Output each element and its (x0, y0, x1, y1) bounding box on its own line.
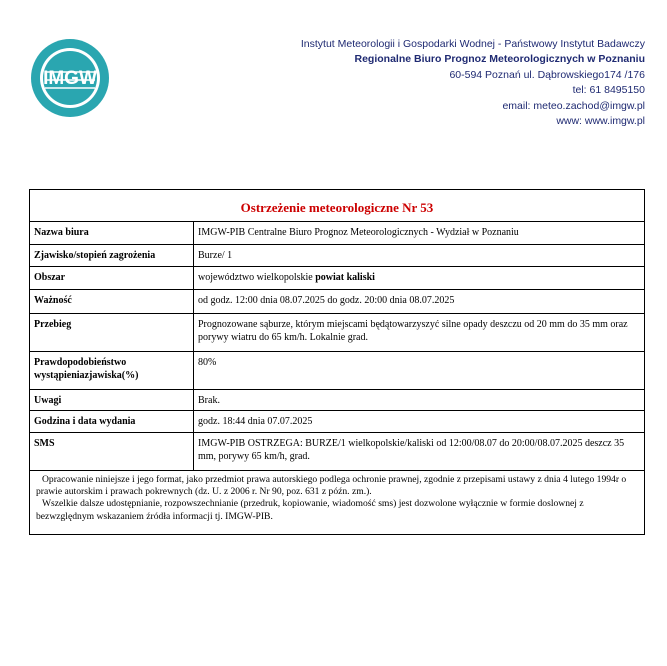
copyright-notice (30, 471, 644, 524)
row-value: IMGW-PIB Centralne Biuro Prognoz Meteorologicznych - Wydział w Poznaniu (194, 222, 645, 244)
row-label: Obszar (30, 266, 194, 289)
row-label: Godzina i data wydania (30, 410, 194, 432)
row-value: Burze/ 1 (194, 244, 645, 266)
table-row (30, 351, 644, 389)
row-label: Zjawisko/stopień zagrożenia (30, 244, 194, 266)
table-row (30, 432, 644, 470)
imgw-logo (30, 38, 110, 118)
row-value (194, 266, 645, 289)
header-contact (225, 37, 645, 129)
row-label: Przebieg (30, 313, 194, 351)
email-link[interactable]: email: meteo.zachod@imgw.pl (502, 99, 645, 112)
table-row (30, 313, 644, 351)
warning-title: Ostrzeżenie meteorologiczne Nr 53 (30, 190, 644, 222)
copyright-paragraph: Opracowanie niniejsze i jego format, jako przedmiot prawa autorskiego podlega ochronie prawnej, zgodnie z przepisami ustawy z dnia 4 lutego 1994r o prawie autorskim i prawach pokrewnych (dz. U. z 2006 r. Nr 90, poz. 631 z późn. zm.). (36, 473, 627, 497)
area-region: województwo wielkopolskie (198, 271, 316, 283)
redistribution-paragraph: Wszelkie dalsze udostępnianie, rozpowszechnianie (przedruk, kopiowanie, wiadomość sms) jest dozwolone wyłącznie w formie doslownej z bezwzględnym wskazaniem źródła informacji tj. IMGW-PIB. (36, 498, 584, 522)
row-label: Uwagi (30, 389, 194, 410)
address: 60-594 Poznań ul. Dąbrowskiego174 /176 (449, 68, 645, 81)
row-value: godz. 18:44 dnia 07.07.2025 (194, 410, 645, 432)
row-label: Ważność (30, 289, 194, 313)
table-row (30, 289, 644, 313)
institute-name: Instytut Meteorologii i Gospodarki Wodnej - Państwowy Instytut Badawczy (300, 38, 645, 50)
row-label: Prawdopodobieństwo wystąpieniazjawiska(%) (30, 351, 194, 389)
row-value: 80% (194, 351, 645, 389)
regional-office: Regionalne Biuro Prognoz Meteorologicznych w Poznaniu (354, 53, 645, 66)
table-row (30, 389, 644, 410)
imgw-logo-icon (30, 38, 110, 118)
table-row (30, 244, 644, 266)
row-value: Brak. (194, 389, 645, 410)
table-row (30, 222, 644, 244)
warning-table (30, 222, 644, 471)
row-value: Prognozowane sąburze, którym miejscami będątowarzyszyć silne opady deszczu od 20 mm do 35 mm oraz porywy wiatru do 65 km/h. Lokalnie grad. (194, 313, 645, 351)
table-row (30, 410, 644, 432)
table-row (30, 266, 644, 289)
phone: tel: 61 8495150 (572, 84, 645, 97)
row-label: Nazwa biura (30, 222, 194, 244)
logo-text: IMGW (43, 68, 97, 89)
website-link[interactable]: www: www.imgw.pl (556, 115, 645, 128)
row-value: IMGW-PIB OSTRZEGA: BURZE/1 wielkopolskie/kaliski od 12:00/08.07 do 20:00/08.07.2025 deszcz 35 mm, porywy 65 km/h, grad. (194, 432, 645, 470)
warning-box (29, 189, 645, 535)
row-value: od godz. 12:00 dnia 08.07.2025 do godz. 20:00 dnia 08.07.2025 (194, 289, 645, 313)
row-label: SMS (30, 432, 194, 470)
area-county: powiat kaliski (315, 271, 375, 283)
